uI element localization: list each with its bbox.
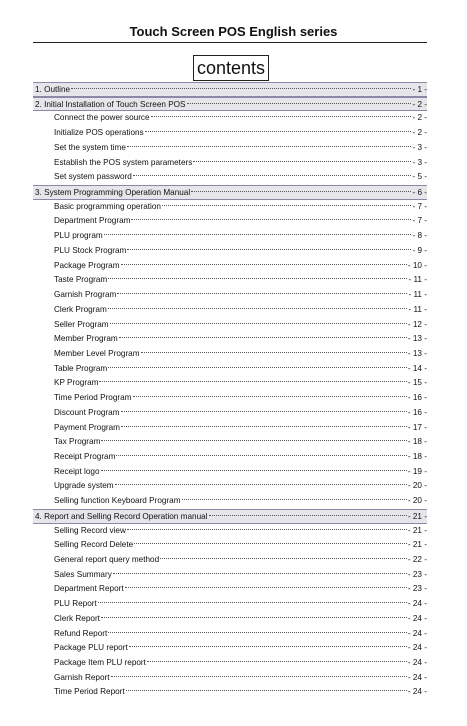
toc-entry[interactable] <box>33 450 427 465</box>
toc-entry[interactable] <box>33 156 427 171</box>
toc-entry[interactable] <box>33 303 427 318</box>
toc-leader-dots <box>127 249 411 250</box>
toc-entry-page: - 18 - <box>407 437 427 447</box>
toc-entry-label: 1. Outline <box>35 85 71 94</box>
toc-leader-dots <box>134 543 407 544</box>
toc-section-entry[interactable] <box>33 97 427 112</box>
toc-entry-label: Seller Program <box>54 319 109 329</box>
toc-entry-page: - 2 - <box>412 128 427 138</box>
toc-entry-page: - 1 - <box>412 85 427 94</box>
toc-entry[interactable] <box>33 627 427 642</box>
toc-entry-page: - 23 - <box>407 569 427 579</box>
toc-entry-label: Initialize POS operations <box>54 128 144 138</box>
toc-entry-label: PLU Stock Program <box>54 245 127 255</box>
toc-entry[interactable] <box>33 435 427 450</box>
toc-entry-label: Upgrade system <box>54 481 114 491</box>
toc-section-entry[interactable] <box>33 185 427 200</box>
toc-entry-label: Connect the power source <box>54 113 150 123</box>
toc-section-entry[interactable] <box>33 82 427 97</box>
toc-entry[interactable] <box>33 259 427 274</box>
toc-entry-page: - 3 - <box>412 142 427 152</box>
toc-entry[interactable] <box>33 229 427 244</box>
toc-entry-label: Time Period Report <box>54 687 125 697</box>
toc-leader-dots <box>113 573 407 574</box>
toc-entry-page: - 14 - <box>407 363 427 373</box>
toc-leader-dots <box>162 205 411 206</box>
toc-leader-dots <box>101 470 407 471</box>
toc-entry-page: - 21 - <box>407 511 427 521</box>
toc-leader-dots <box>108 632 407 633</box>
toc-entry-page: - 23 - <box>407 584 427 594</box>
contents-heading: contents <box>193 55 269 81</box>
toc-leader-dots <box>160 558 407 559</box>
toc-entry-label: Basic programming operation <box>54 201 161 211</box>
toc-entry-page: - 21 - <box>407 540 427 550</box>
toc-leader-dots <box>193 161 411 162</box>
toc-entry-page: - 19 - <box>407 466 427 476</box>
toc-entry-label: Set the system time <box>54 142 126 152</box>
toc-section-entry[interactable] <box>33 509 427 524</box>
toc-entry[interactable] <box>33 318 427 333</box>
toc-entry[interactable] <box>33 524 427 539</box>
toc-entry-label: Garnish Program <box>54 290 117 300</box>
toc-entry[interactable] <box>33 479 427 494</box>
toc-entry-label: Table Program <box>54 363 108 373</box>
toc-entry[interactable] <box>33 200 427 215</box>
toc-entry-page: - 20 - <box>407 481 427 491</box>
toc-leader-dots <box>98 602 407 603</box>
toc-leader-dots <box>101 617 407 618</box>
toc-leader-dots <box>133 396 407 397</box>
toc-entry-page: - 9 - <box>412 245 427 255</box>
toc-entry-page: - 18 - <box>407 451 427 461</box>
toc-entry-page: - 24 - <box>407 599 427 609</box>
toc-entry-label: 2. Initial Installation of Touch Screen POS <box>35 99 186 109</box>
toc-leader-dots <box>147 661 407 662</box>
toc-entry-label: Tax Program <box>54 437 101 447</box>
toc-leader-dots <box>108 308 408 309</box>
toc-leader-dots <box>187 103 412 104</box>
toc-entry-page: - 7 - <box>412 201 427 211</box>
toc-leader-dots <box>191 191 411 192</box>
toc-leader-dots <box>108 367 407 368</box>
toc-leader-dots <box>121 411 407 412</box>
toc-entry-label: Payment Program <box>54 422 120 432</box>
toc-leader-dots <box>115 484 407 485</box>
toc-entry[interactable] <box>33 244 427 259</box>
toc-entry[interactable] <box>33 568 427 583</box>
toc-entry-label: 4. Report and Selling Record Operation manual <box>35 511 208 521</box>
toc-entry-page: - 11 - <box>408 304 427 314</box>
toc-entry-label: Package Program <box>54 260 120 270</box>
toc-entry-label: Selling Record view <box>54 525 126 535</box>
toc-entry[interactable] <box>33 656 427 671</box>
toc-leader-dots <box>145 131 412 132</box>
toc-leader-dots <box>127 146 412 147</box>
toc-entry[interactable] <box>33 376 427 391</box>
toc-entry-page: - 12 - <box>407 319 427 329</box>
toc-entry-page: - 11 - <box>408 290 427 300</box>
toc-entry[interactable] <box>33 273 427 288</box>
toc-entry-page: - 17 - <box>407 422 427 432</box>
toc-entry[interactable] <box>33 126 427 141</box>
toc-entry[interactable] <box>33 332 427 347</box>
toc-entry-page: - 5 - <box>412 172 427 182</box>
toc-entry-label: Receipt Program <box>54 451 116 461</box>
toc-entry-page: - 13 - <box>407 334 427 344</box>
toc-entry-label: Clerk Program <box>54 304 107 314</box>
toc-entry-label: Time Period Program <box>54 393 132 403</box>
toc-leader-dots <box>119 337 407 338</box>
toc-entry-label: 3. System Programming Operation Manual <box>35 188 191 198</box>
toc-entry-label: Package PLU report <box>54 643 128 653</box>
toc-entry-label: Garnish Report <box>54 672 110 682</box>
toc-entry[interactable] <box>33 494 427 509</box>
toc-entry-page: - 24 - <box>407 613 427 623</box>
toc-entry-page: - 22 - <box>407 555 427 564</box>
toc-entry-page: - 24 - <box>407 658 427 668</box>
toc-leader-dots <box>121 426 407 427</box>
toc-leader-dots <box>116 455 406 456</box>
toc-leader-dots <box>125 587 407 588</box>
toc-entry-page: - 24 - <box>407 687 427 697</box>
toc-entry-label: PLU program <box>54 231 103 241</box>
toc-entry[interactable] <box>33 288 427 303</box>
toc-entry[interactable] <box>33 553 427 568</box>
toc-leader-dots <box>126 690 407 691</box>
toc-leader-dots <box>110 323 407 324</box>
toc-entry-page: - 20 - <box>407 496 427 506</box>
toc-entry-label: Receipt logo <box>54 466 100 476</box>
toc-leader-dots <box>151 116 412 117</box>
toc-leader-dots <box>101 440 406 441</box>
toc-leader-dots <box>117 293 407 294</box>
toc-entry[interactable] <box>33 362 427 377</box>
toc-leader-dots <box>133 175 412 176</box>
toc-entry-page: - 15 - <box>407 378 427 388</box>
toc-entry[interactable] <box>33 538 427 553</box>
toc-entry-page: - 13 - <box>407 348 427 358</box>
toc-entry-label: Selling function Keyboard Program <box>54 496 181 506</box>
toc-entry-label: Package Item PLU report <box>54 658 146 668</box>
toc-entry-page: - 24 - <box>407 643 427 653</box>
toc-entry-page: - 11 - <box>408 275 427 285</box>
toc-entry-label: Establish the POS system parameters <box>54 157 193 167</box>
toc-entry-label: PLU Report <box>54 599 97 609</box>
toc-entry[interactable] <box>33 465 427 480</box>
toc-entry-label: Member Program <box>54 334 118 344</box>
toc-entry-page: - 6 - <box>412 188 427 198</box>
toc-entry-page: - 16 - <box>407 407 427 417</box>
toc-entry-page: - 24 - <box>407 628 427 638</box>
toc-leader-dots <box>108 278 407 279</box>
toc-entry-label: Set system password <box>54 172 132 182</box>
toc-leader-dots <box>131 219 411 220</box>
toc-entry-label: General report query method <box>54 555 160 564</box>
toc-entry[interactable] <box>33 671 427 686</box>
toc-entry-page: - 24 - <box>407 672 427 682</box>
toc-entry-label: Selling Record Delete <box>54 540 134 550</box>
toc-entry-page: - 10 - <box>407 260 427 270</box>
toc-leader-dots <box>141 352 407 353</box>
toc-entry[interactable] <box>33 214 427 229</box>
toc-entry-label: Discount Program <box>54 407 120 417</box>
document-title: Touch Screen POS English series <box>129 24 338 39</box>
toc-leader-dots <box>121 264 407 265</box>
table-of-contents <box>33 82 427 700</box>
toc-entry[interactable] <box>33 170 427 185</box>
toc-entry[interactable] <box>33 685 427 700</box>
toc-entry-page: - 7 - <box>412 216 427 226</box>
toc-entry-label: Taste Program <box>54 275 108 285</box>
toc-leader-dots <box>182 499 407 500</box>
toc-entry[interactable] <box>33 641 427 656</box>
toc-entry[interactable] <box>33 597 427 612</box>
toc-entry-page: - 3 - <box>412 157 427 167</box>
toc-entry-label: Sales Summary <box>54 569 112 579</box>
toc-entry[interactable] <box>33 347 427 362</box>
toc-entry-page: - 2 - <box>412 99 427 109</box>
toc-entry[interactable] <box>33 421 427 436</box>
toc-entry-page: - 16 - <box>407 393 427 403</box>
toc-leader-dots <box>99 381 406 382</box>
toc-leader-dots <box>129 646 407 647</box>
header-rule <box>33 42 427 43</box>
toc-entry[interactable] <box>33 391 427 406</box>
toc-leader-dots <box>111 676 407 677</box>
toc-entry-label: KP Program <box>54 378 99 388</box>
toc-entry[interactable] <box>33 406 427 421</box>
toc-entry-label: Clerk Report <box>54 613 100 623</box>
toc-entry-label: Department Report <box>54 584 124 594</box>
toc-entry-label: Refund Report <box>54 628 108 638</box>
toc-entry[interactable] <box>33 612 427 627</box>
toc-entry-page: - 21 - <box>407 525 427 535</box>
toc-entry[interactable] <box>33 111 427 126</box>
toc-leader-dots <box>127 529 407 530</box>
toc-entry-page: - 2 - <box>412 113 427 123</box>
toc-entry-page: - 8 - <box>412 231 427 241</box>
toc-entry-label: Department Program <box>54 216 131 226</box>
toc-entry[interactable] <box>33 582 427 597</box>
toc-entry-label: Member Level Program <box>54 348 140 358</box>
toc-entry[interactable] <box>33 141 427 156</box>
toc-leader-dots <box>209 515 407 516</box>
toc-leader-dots <box>71 88 411 89</box>
toc-leader-dots <box>104 234 412 235</box>
